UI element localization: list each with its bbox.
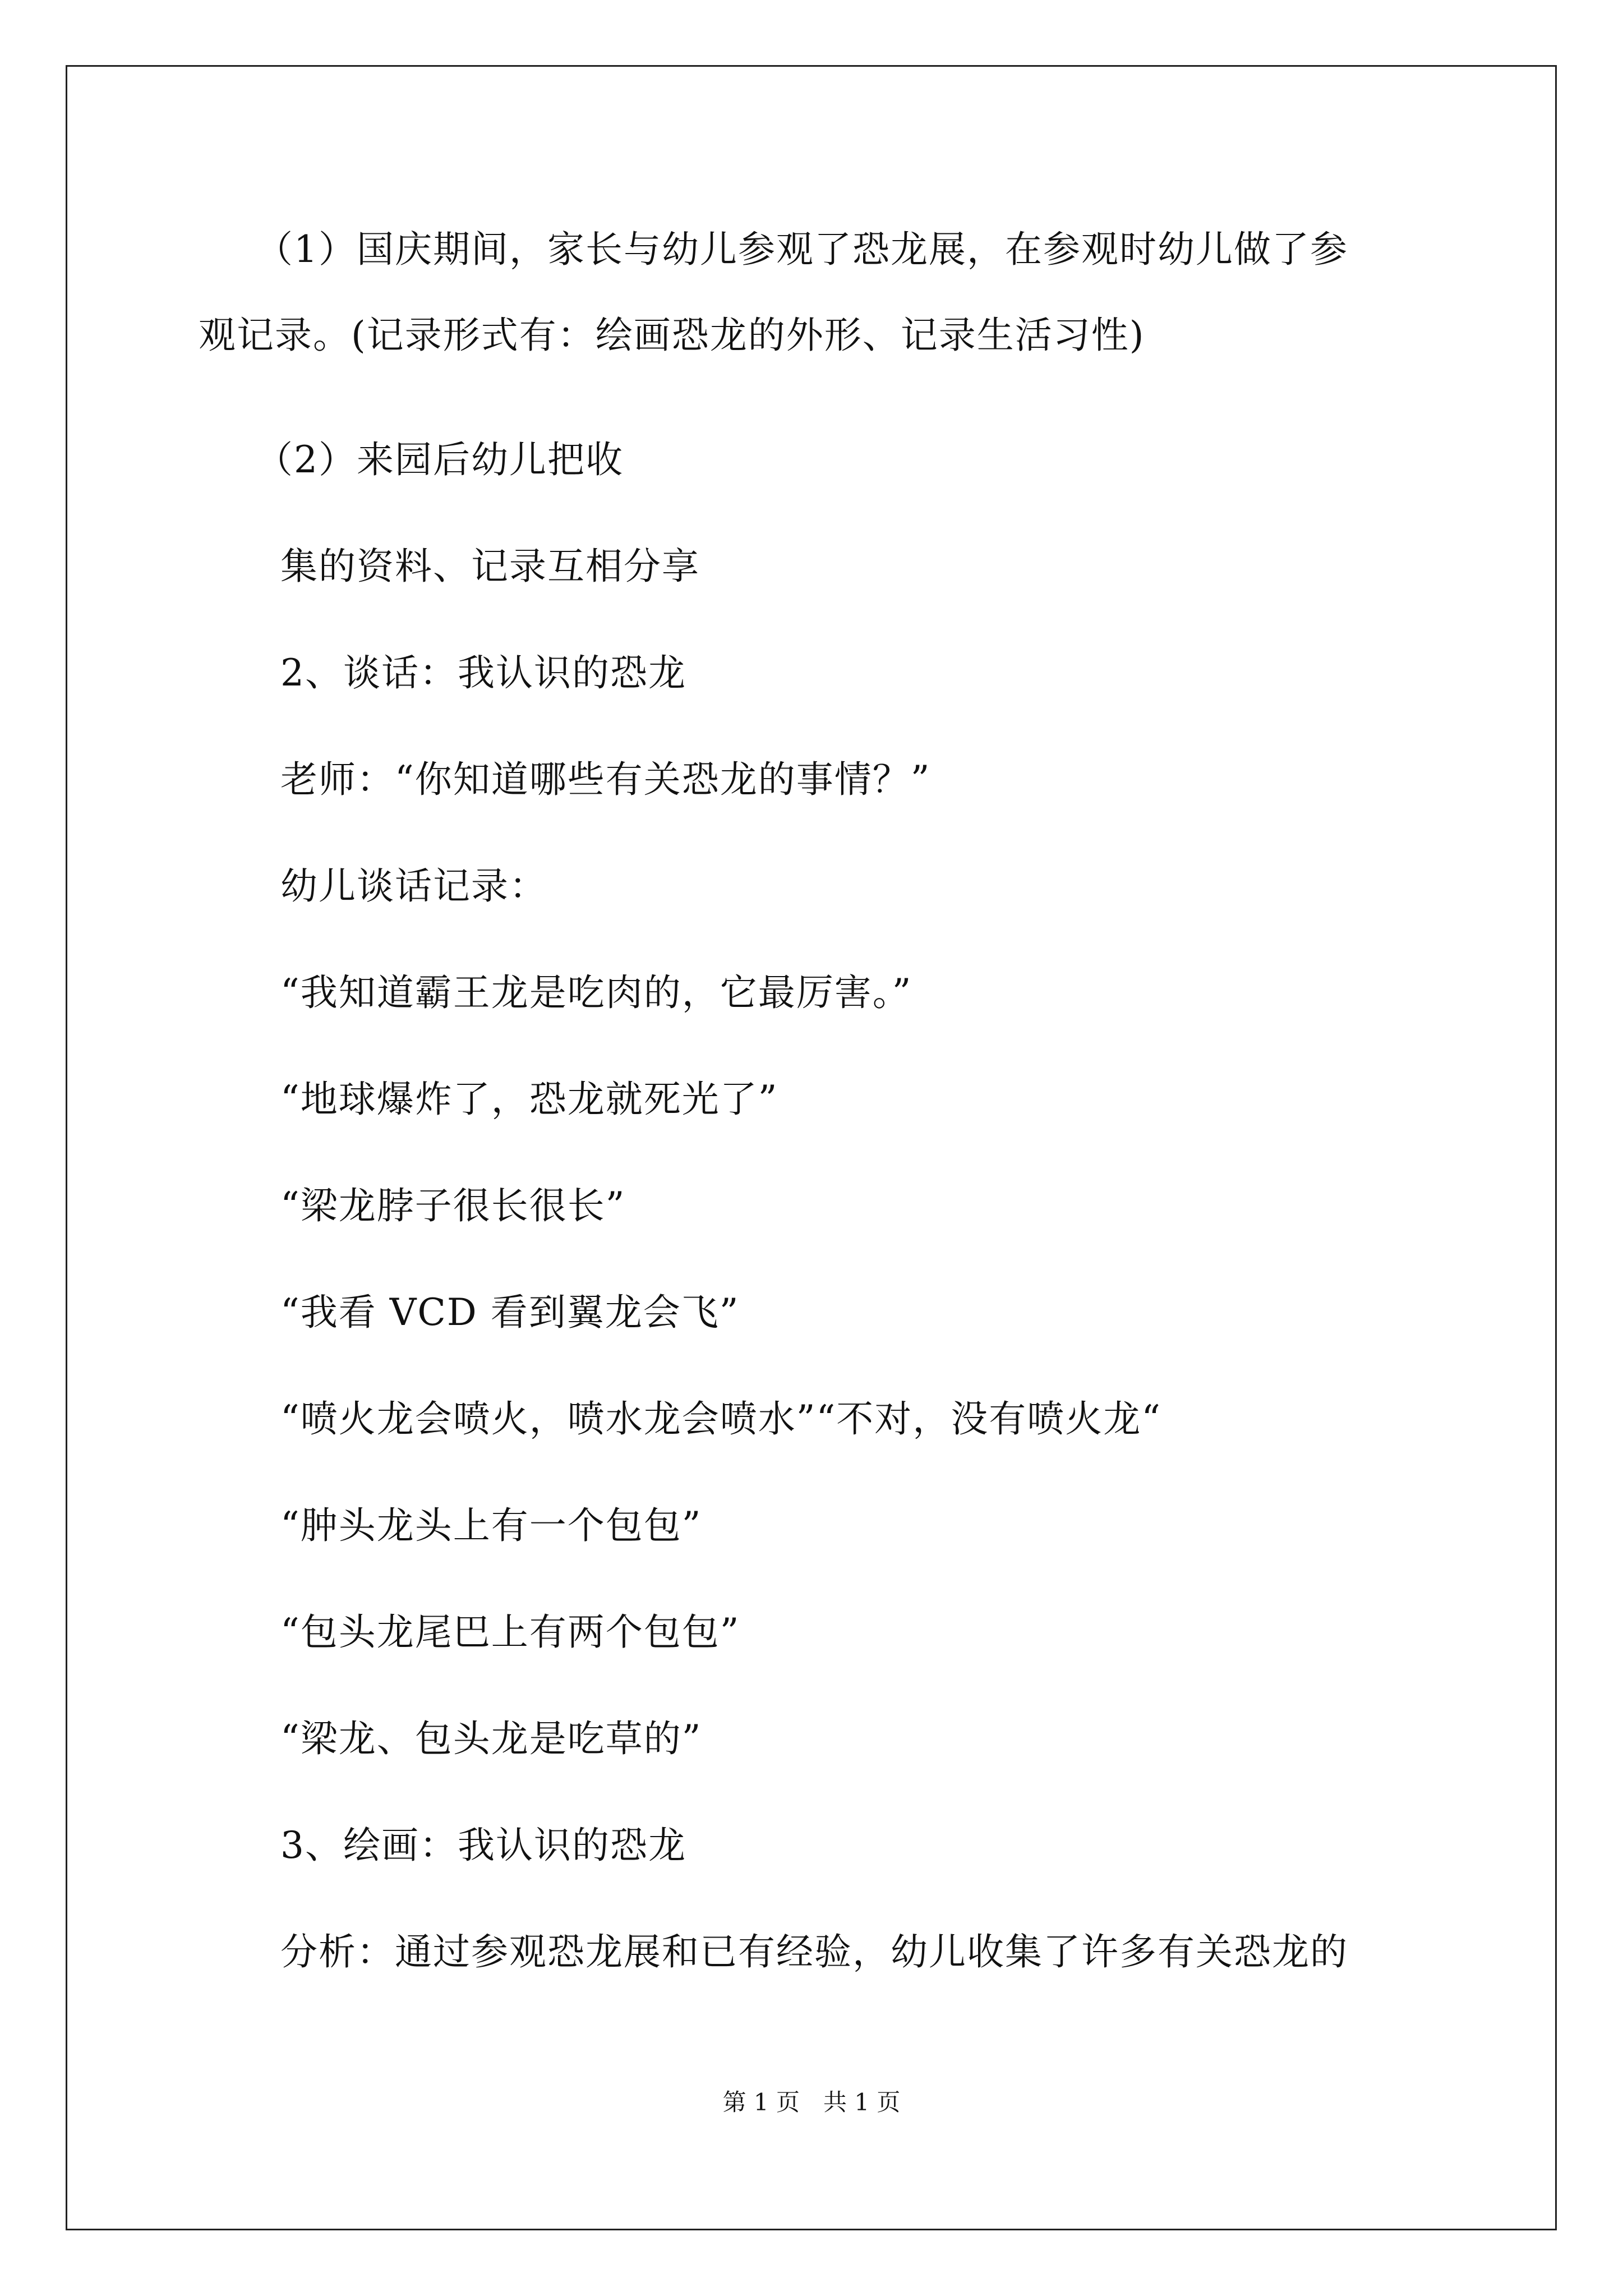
paragraph-line-11: “我看 VCD 看到翼龙会飞” [280, 1291, 740, 1334]
paragraph-line-15: “梁龙、包头龙是吃草的” [280, 1717, 702, 1760]
paragraph-line-3: （2）来园后幼儿把收 [256, 438, 624, 481]
paragraph-line-2: 观记录。(记录形式有：绘画恐龙的外形、记录生活习性) [199, 314, 1145, 357]
page-footer: 第 1 页 共 1 页 [722, 2088, 901, 2116]
paragraph-line-5: 2、谈话：我认识的恐龙 [280, 651, 686, 694]
paragraph-line-9: “地球爆炸了，恐龙就死光了” [280, 1078, 778, 1121]
paragraph-line-10: “梁龙脖子很长很长” [280, 1184, 626, 1227]
paragraph-line-13: “肿头龙头上有一个包包” [280, 1504, 702, 1547]
paragraph-line-12: “喷火龙会喷火，喷水龙会喷水”“不对，没有喷火龙“ [280, 1397, 1161, 1441]
page-border [66, 65, 1557, 2230]
paragraph-line-17: 分析：通过参观恐龙展和已有经验，幼儿收集了许多有关恐龙的 [280, 1930, 1348, 1973]
paragraph-line-8: “我知道霸王龙是吃肉的，它最厉害。” [280, 971, 912, 1014]
paragraph-line-7: 幼儿谈话记录： [280, 864, 547, 908]
paragraph-line-6: 老师：“你知道哪些有关恐龙的事情？” [280, 758, 931, 801]
paragraph-line-16: 3、绘画：我认识的恐龙 [280, 1824, 686, 1867]
paragraph-line-4: 集的资料、记录互相分享 [280, 545, 700, 588]
paragraph-line-14: “包头龙尾巴上有两个包包” [280, 1611, 740, 1654]
paragraph-line-1: （1）国庆期间，家长与幼儿参观了恐龙展，在参观时幼儿做了参 [256, 228, 1348, 271]
